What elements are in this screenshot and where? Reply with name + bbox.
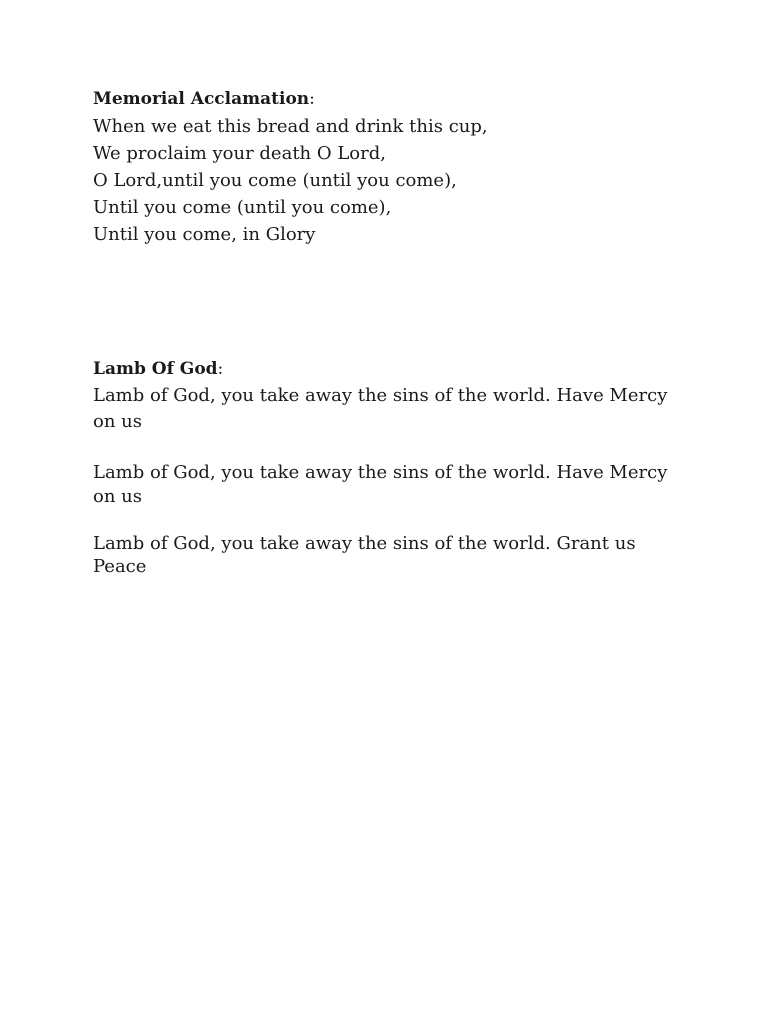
memorial-heading-colon: : [309,89,315,109]
lamb-verse: Lamb of God, you take away the sins of the world. Grant us Peace [93,533,636,577]
memorial-acclamation-section [93,86,683,248]
memorial-line: We proclaim your death O Lord, [93,143,386,164]
lamb-of-god-section [93,356,683,578]
lamb-verse: Lamb of God, you take away the sins of the world. Have Mercy on us [93,385,668,432]
memorial-line: When we eat this bread and drink this cup, [93,116,488,137]
memorial-line: Until you come (until you come), [93,197,392,218]
lamb-of-god-heading [93,356,683,383]
memorial-heading-text: Memorial Acclamation [93,89,310,109]
memorial-acclamation-heading [93,86,683,113]
lamb-heading-text: Lamb Of God [93,359,218,379]
memorial-line: Until you come, in Glory [93,224,316,245]
memorial-line: O Lord,until you come (until you come), [93,170,457,191]
lamb-verse: Lamb of God, you take away the sins of the world. Have Mercy on us [93,462,668,507]
lamb-heading-colon: : [217,359,224,379]
